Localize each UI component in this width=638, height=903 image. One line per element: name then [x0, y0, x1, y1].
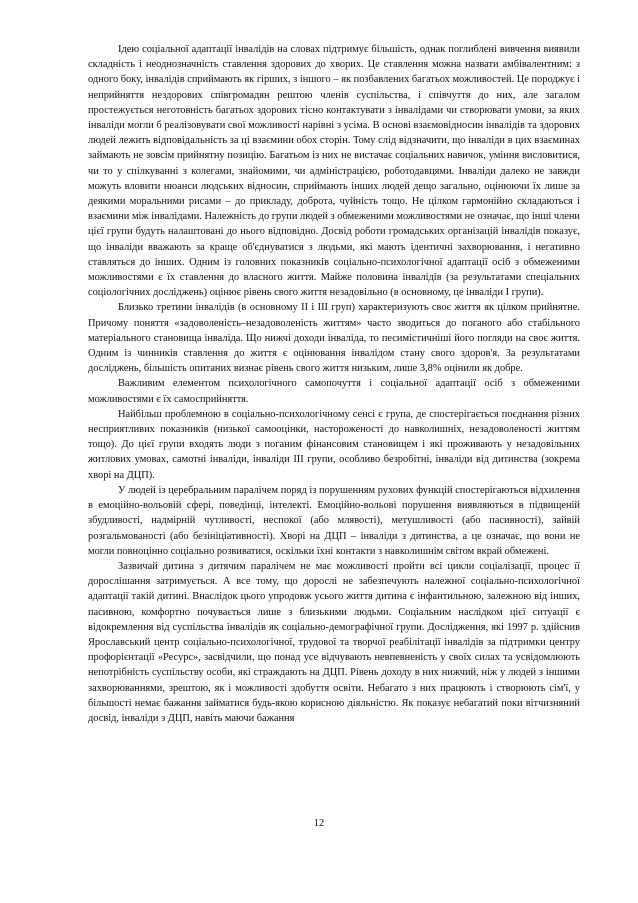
- page-number: 12: [313, 818, 325, 829]
- paragraph-socialization: Зазвичай дитина з дитячим паралічем не має можливості пройти всі цикли соціалізації, процес її дорослішання затримується. А все тому, що дорослі не забезпечують належної соціально-психологічної адаптації такій дитині. Внаслідок цього упродовж усього життя дитина є інфантильною, залежною від інших, пасивною, комфортно почувається лише з близькими людьми. Соціальним наслідком цієї ситуації є відокремлення від суспільства інвалідів як соціально-демографічної групи. Дослідження, які 1997 р. здійснив Ярославський центр соціально-психологічної, трудової та творчої реабілітації інвалідів за підтримки центру профорієнтації «Ресурс», засвідчили, що понад усе відчувають невпевненість у своїх силах та усвідомлюють непотрібність суспільству особи, які страждають на ДЦП. Рівень доходу в них нижчий, ніж у людей з іншими захворюваннями, зрештою, як і можливості здобуття освіти. Небагато з них працюють і створюють сім'ї, у більшості немає бажання займатися будь-якою корисною діяльністю. Як показує небагатий поки вітчизняний досвід, інваліди з ДЦП, навіть маючи бажання: [88, 560, 580, 724]
- paragraph-problem-group: Найбільш проблемною в соціально-психологічному сенсі є група, де спостерігається поєднання різних несприятливих показників (низької самооцінки, настороженості до навколишніх, незадоволеності життям тощо). До цієї групи входять люди з поганим фінансовим становищем і які проживають у незадовільних житлових умовах, самотні інваліди, інваліди ІІІ групи, особливо безробітні, інваліди від дитинства (зокрема хворі на ДЦП).: [88, 408, 580, 481]
- paragraph-life-satisfaction: Близько третини інвалідів (в основному ІІ і ІІІ груп) характеризують своє життя як цілком прийнятне. Причому поняття «задоволеність–незадоволеність життям» часто зводиться до поганого або стабільного матеріального становища інваліда. Що нижчі доходи інваліда, то песимістичніші його погляди на своє життя. Одним із чинників ставлення до життя є оцінювання інвалідом стану свого здоров'я. За результатами досліджень, більшість опитаних визнає рівень свого життя низьким, лише 3,8% оцінили як добре.: [88, 302, 580, 375]
- paragraph-self-perception: Важливим елементом психологічного самопочуття і соціальної адаптації осіб з обмеженими можливостями є їх самосприйняття.: [88, 378, 580, 405]
- paragraph-cerebral-palsy: У людей із церебральним паралічем поряд із порушенням рухових функцій спостерігаються відхилення в емоційно-вольовій сфері, поведінці, інтелекті. Емоційно-вольові порушення виявляються в підвищеній збудливості, надмірній чутливості, неспокої (або млявості), метушливості (або пасивності), зайвій розгальмованості (або безініціативності). Хворі на ДЦП – інваліди з дитинства, а це означає, що вони не могли повноцінно соціально розвиватися, оскільки їхні контакти з навколишнім світом вкрай обмежені.: [88, 484, 580, 557]
- document-body: [88, 42, 580, 726]
- paragraph-social-adaptation: Ідею соціальної адаптації інвалідів на словах підтримує більшість, однак поглиблені вивчення виявили складність і неоднозначність ставлення здорових до хворих. Це ставлення можна назвати амбівалентним: з одного боку, інвалідів сприймають як гірших, з іншого – як позбавлених багатьох можливостей. Це породжує і неприйняття нездорових співгромадян рештою членів суспільства, і співчуття до них, але загалом простежується неготовність багатьох здорових тісно контактувати з інвалідами чи створювати умови, за яких інваліди могли б реалізовувати свої можливості нарівні з усіма. В основі взаємовідносин інвалідів та здорових людей лежить відповідальність за ці взаємини обох сторін. Тому слід відзначити, що інваліди в цих взаєминах займають не зовсім прийнятну позицію. Багатьом із них не вистачає соціальних навичок, уміння висловитися, чи то у спілкуванні з колегами, знайомими, чи адміністрацією, роботодавцями. Інваліди далеко не завжди можуть вловити нюанси людських відносин, сприймають інших людей дещо загально, оцінюючи їх лише за деякими моральними рисами – до прикладу, доброта, чуйність тощо. Не цілком гармонійно складаються і взаємини між інвалідами. Належність до групи людей з обмеженими можливостями не означає, що інші члени цієї групи будуть налаштовані до нього відповідно. Досвід роботи громадських організацій інвалідів показує, що інваліди вважають за краще об'єднуватися з людьми, які мають ідентичні захворювання, і негативно ставляться до інших. Одним із головних показників соціально-психологічної адаптації осіб з обмеженими можливостями є їх ставлення до власного життя. Майже половина інвалідів (за результатами спеціальних соціологічних досліджень) оцінює рівень свого життя незадовільно (в основному, це інваліди І групи).: [88, 44, 580, 299]
